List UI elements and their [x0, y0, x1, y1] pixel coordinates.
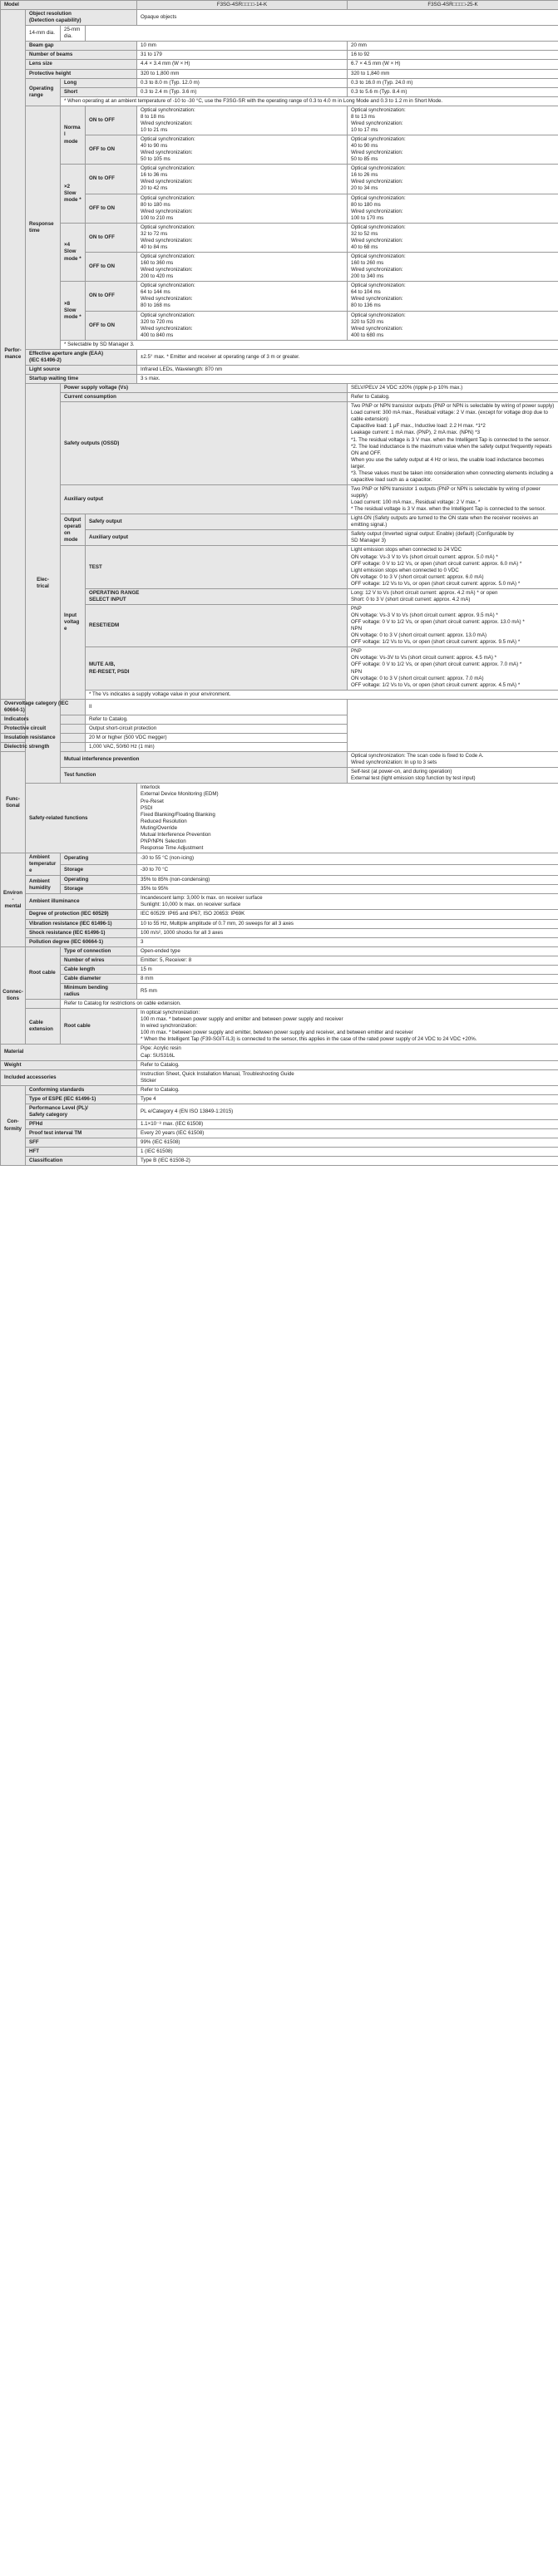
label-cell: TEST	[86, 546, 348, 588]
label-cell: Overvoltage category (IEC 60664-1)	[1, 699, 86, 715]
value-cell: II	[86, 699, 348, 715]
value-cell: 1.1×10⁻⁸ max. (IEC 61508)	[137, 1120, 558, 1129]
value-cell: -30 to 55 °C (non-icing)	[137, 853, 558, 865]
value-cell: 20 mm	[348, 42, 558, 51]
label-cell: Indicators	[1, 715, 86, 724]
label-cell: Root cable	[26, 946, 61, 999]
table-row	[1, 514, 558, 530]
label-cell: Long	[61, 78, 137, 87]
value-cell: Light emission stops when connected to 24 VDC ON voltage: Vs-3 V to Vs (short circuit current: approx. 5.0 mA) * OFF voltage: 0 V to 1/2 Vs, or open (short circuit current: approx. 6.0 mA) * Light emission stops when connected to 0 VDC ON voltage: 0 to 3 V (short circuit current: approx. 6.0 mA) OFF voltage: 1/2 Vs to Vs, or open (short circuit current: approx. 5.0 mA) *	[348, 546, 558, 588]
label-cell: PFHd	[26, 1120, 137, 1129]
value-cell: Optical synchronization: 160 to 260 ms Wired synchronization: 200 to 340 ms	[348, 253, 558, 282]
table-row	[1, 96, 558, 106]
label-cell: Vibration resistance (IEC 61496-1)	[26, 919, 137, 928]
value-cell: Self-test (at power-on, and during operation) External test (light emission stop function by test input)	[348, 768, 558, 784]
label-cell: ×8 Slow mode *	[61, 282, 86, 341]
value-cell: Optical synchronization: 64 to 104 ms Wired synchronization: 80 to 136 ms	[348, 282, 558, 311]
value-cell: Open-ended type	[137, 946, 558, 956]
table-row	[1, 768, 558, 784]
value-cell: Optical synchronization: 8 to 18 ms Wired synchronization: 10 to 21 ms	[137, 106, 348, 135]
value-cell: PL e/Category 4 (EN ISO 13849-1:2015)	[137, 1104, 558, 1119]
table-row	[1, 393, 558, 402]
label-cell: Cable diameter	[61, 974, 137, 983]
table-row	[1, 864, 558, 876]
table-row	[1, 752, 558, 768]
table-row	[1, 384, 558, 393]
table-row	[1, 724, 558, 733]
label-cell: Startup waiting time	[26, 375, 137, 384]
value-cell: SELV/PELV 24 VDC ±20% (ripple p-p 10% max.)	[348, 384, 558, 393]
table-row	[1, 106, 558, 135]
table-row	[1, 402, 558, 485]
table-row	[1, 1157, 558, 1166]
label-cell: ×4 Slow mode *	[61, 223, 86, 282]
value-cell: 320 to 1,840 mm	[348, 69, 558, 78]
value-cell: 0.3 to 5.6 m (Typ. 8.4 m)	[348, 87, 558, 96]
value-cell: Pipe: Acrylic resin Cap: SUS316L	[137, 1045, 558, 1060]
value-cell: Optical synchronization: 80 to 180 ms Wired synchronization: 100 to 170 ms	[348, 194, 558, 223]
table-row	[1, 349, 558, 365]
value-cell: Optical synchronization: 16 to 36 ms Wired synchronization: 20 to 42 ms	[137, 165, 348, 194]
table-row	[1, 910, 558, 919]
label-cell: Short	[61, 87, 137, 96]
value-cell: Opaque objects	[137, 10, 558, 26]
label-cell: Performance Level (PL)/ Safety category	[26, 1104, 137, 1119]
label-cell: Degree of protection (IEC 60529)	[26, 910, 137, 919]
value-cell: Optical synchronization: 64 to 144 ms Wired synchronization: 80 to 168 ms	[137, 282, 348, 311]
value-cell: 20 M or higher (500 VDC megger)	[86, 734, 348, 743]
table-row	[1, 1148, 558, 1157]
label-cell: Operating	[61, 853, 137, 865]
value-cell: 6.7 × 4.5 mm (W × H)	[348, 60, 558, 69]
table-row	[1, 42, 558, 51]
value-cell: Long: 12 V to Vs (short circuit current: approx. 4.2 mA) * or open Short: 0 to 3 V (short circuit current: approx. 4.2 mA)	[348, 588, 558, 604]
model-col-25: F3SG-4SR□□□□-25-K	[348, 1, 558, 10]
value-cell: 14-mm dia.	[26, 26, 61, 42]
value-cell: 15 m	[137, 965, 558, 974]
value-cell: Optical synchronization: 32 to 52 ms Wired synchronization: 40 to 68 ms	[348, 223, 558, 252]
table-row	[1, 1120, 558, 1129]
label-cell: ON to OFF	[86, 106, 137, 135]
label-cell: Current consumption	[61, 393, 348, 402]
table-row	[1, 1085, 558, 1094]
value-cell: Optical synchronization: 8 to 13 ms Wired synchronization: 10 to 17 ms	[348, 106, 558, 135]
value-cell: 8 mm	[137, 974, 558, 983]
value-cell: Instruction Sheet, Quick Installation Manual, Troubleshooting Guide Sticker	[137, 1069, 558, 1085]
label-cell: Ambient illuminance	[26, 894, 137, 910]
value-cell: Safety output (Inverted signal output: Enable) (default) (Configurable by SD Manager 3)	[348, 530, 558, 546]
value-cell: Incandescent lamp: 3,000 lx max. on receiver surface Sunlight: 10,000 lx max. on receiver surface	[137, 894, 558, 910]
value-cell: * The Vs indicates a supply voltage value in your environment.	[86, 690, 558, 699]
label-cell: Shock resistance (IEC 61496-1)	[26, 928, 137, 937]
label-cell: Type of connection	[61, 946, 137, 956]
category-cell: Func- tional	[1, 752, 26, 853]
label-cell: Mutual interference prevention	[61, 752, 348, 768]
label-cell: Dielectric strength	[1, 743, 86, 752]
table-row	[1, 340, 558, 349]
label-cell: Conforming standards	[26, 1085, 137, 1094]
value-cell: Optical synchronization: 40 to 90 ms Wired synchronization: 50 to 105 ms	[137, 135, 348, 165]
value-cell: * Selectable by SD Manager 3.	[61, 340, 558, 349]
table-header-row	[1, 1, 558, 10]
label-cell: Object resolution (Detection capability)	[26, 10, 137, 26]
label-cell: SFF	[26, 1138, 137, 1148]
table-row	[1, 946, 558, 956]
value-cell: In optical synchronization: 100 m max. * between power supply and emitter and between power supply and receiver In wired synchronization: 100 m max. * between power supply and emitter, between power supply and receiver, and between emitter and receiver * When the Intelligent Tap (F39-SGIT-IL3) is connected to the sensor, this applies in the case of the rated power supply of 24 VDC to 24 VDC +20%.	[137, 1009, 558, 1045]
label-cell: OFF to ON	[86, 311, 137, 340]
value-cell: ±2.5° max. * Emitter and receiver at operating range of 3 m or greater.	[137, 349, 558, 365]
label-cell: Output operation mode	[61, 514, 86, 546]
label-cell: ×2 Slow mode *	[61, 165, 86, 224]
label-cell: Number of wires	[61, 956, 137, 965]
table-row	[1, 853, 558, 865]
table-row	[1, 876, 558, 885]
label-cell: OPERATING RANGE SELECT INPUT	[86, 588, 348, 604]
table-row	[1, 1000, 558, 1009]
label-cell: ON to OFF	[86, 223, 137, 252]
label-cell: Operating	[61, 876, 137, 885]
label-cell: OFF to ON	[86, 135, 137, 165]
value-cell: PNP ON voltage: Vs-3V to Vs (short circuit current: approx. 4.5 mA) * OFF voltage: 0 V to 1/2 Vs, or open (short circuit current: approx. 7.0 mA) * NPN ON voltage: 0 to 3 V (short circuit current: approx. 7.0 mA) OFF voltage: 1/2 Vs to Vs, or open (short circuit current: approx. 4.5 mA) *	[348, 647, 558, 690]
label-cell: Safety-related functions	[26, 784, 137, 853]
value-cell: Optical synchronization: The scan code is fixed to Code A. Wired synchronization: In up to 3 sets	[348, 752, 558, 768]
table-row	[1, 1060, 558, 1069]
table-row	[1, 546, 558, 588]
table-row	[1, 26, 558, 42]
label-cell: Light source	[26, 365, 137, 374]
label-cell: Beam gap	[26, 42, 137, 51]
value-cell: Infrared LEDs, Wavelength: 870 nm	[137, 365, 558, 374]
value-cell: 1,000 VAC, 50/60 Hz (1 min)	[86, 743, 348, 752]
label-cell: OFF to ON	[86, 253, 137, 282]
value-cell: Optical synchronization: 32 to 72 ms Wired synchronization: 40 to 84 ms	[137, 223, 348, 252]
label-cell: Ambient humidity	[26, 876, 61, 894]
label-cell: MUTE A/B, RE-RESET, PSDI	[86, 647, 348, 690]
value-cell: R5 mm	[137, 983, 558, 999]
table-row	[1, 734, 558, 743]
value-cell: 3 s max.	[137, 375, 558, 384]
label-cell: Cable length	[61, 965, 137, 974]
value-cell: Optical synchronization: 40 to 90 ms Wired synchronization: 50 to 85 ms	[348, 135, 558, 165]
table-row	[1, 10, 558, 26]
value-cell: 16 to 92	[348, 51, 558, 60]
value-cell: 1 (IEC 61508)	[137, 1148, 558, 1157]
table-row	[1, 484, 558, 514]
table-row	[1, 937, 558, 946]
table-row	[1, 1069, 558, 1085]
label-cell: Safety output	[86, 514, 348, 530]
value-cell: IEC 60529: IP65 and IP67, ISO 20653: IP69K	[137, 910, 558, 919]
value-cell: Two PNP or NPN transistor 1 outputs (PNP or NPN is selectable by wiring of power supply) Load current: 100 mA max., Residual voltage: 2 V max. * * The residual voltage is 3 V max. when the Intelligent Tap is connected to the sensor.	[348, 484, 558, 514]
label-cell: Number of beams	[26, 51, 137, 60]
value-cell: Refer to Catalog.	[86, 715, 348, 724]
label-cell: Pollution degree (IEC 60664-1)	[26, 937, 137, 946]
value-cell: 3	[137, 937, 558, 946]
table-row	[1, 78, 558, 87]
label-cell: Storage	[61, 885, 137, 894]
label-cell: Proof test interval TM	[26, 1129, 137, 1138]
label-cell: Included accessories	[1, 1069, 137, 1085]
label-cell: Material	[1, 1045, 137, 1060]
value-cell: Optical synchronization: 160 to 360 ms Wired synchronization: 200 to 420 ms	[137, 253, 348, 282]
table-row	[1, 69, 558, 78]
category-cell: Perfor- mance	[1, 10, 26, 700]
value-cell: 0.3 to 8.0 m (Typ. 12.0 m)	[137, 78, 348, 87]
value-cell: 4.4 × 3.4 mm (W × H)	[137, 60, 348, 69]
table-row	[1, 1094, 558, 1104]
table-row	[1, 956, 558, 965]
table-row	[1, 1104, 558, 1119]
value-cell: Light-ON (Safety outputs are turned to the ON state when the receiver receives an emitting signal.)	[348, 514, 558, 530]
table-row	[1, 894, 558, 910]
table-row	[1, 51, 558, 60]
label-cell: Type of ESPE (IEC 61496-1)	[26, 1094, 137, 1104]
label-cell: Root cable	[61, 1009, 137, 1045]
table-row	[1, 919, 558, 928]
value-cell: Emitter: 5, Receiver: 8	[137, 956, 558, 965]
label-cell: Operating range	[26, 78, 61, 106]
label-cell: Minimum bending radius	[61, 983, 137, 999]
value-cell: 320 to 1,800 mm	[137, 69, 348, 78]
label-cell: OFF to ON	[86, 194, 137, 223]
label-cell: Insulation resistance	[1, 734, 86, 743]
table-row	[1, 375, 558, 384]
value-cell: -30 to 70 °C	[137, 864, 558, 876]
value-cell: Optical synchronization: 16 to 26 ms Wired synchronization: 20 to 34 ms	[348, 165, 558, 194]
label-cell: Protective height	[26, 69, 137, 78]
value-cell: Type 4	[137, 1094, 558, 1104]
table-row	[1, 885, 558, 894]
value-cell: Refer to Catalog.	[348, 393, 558, 402]
value-cell: 100 m/s², 1000 shocks for all 3 axes	[137, 928, 558, 937]
table-row	[1, 282, 558, 311]
label-cell: ON to OFF	[86, 282, 137, 311]
table-row	[1, 715, 558, 724]
value-cell: * When operating at an ambient temperature of -10 to -30 °C, use the F3SG-SR with the operating range of 0.3 to 4.0 m in Long Mode and 0.3 to 1.2 m in Short Mode.	[61, 96, 558, 106]
value-cell: Two PNP or NPN transistor outputs (PNP or NPN is selectable by wiring of power supply) Load current: 300 mA max., Residual voltage: 2 V max. (except for voltage drop due to cable extension) Capacitive load: 1 μF max., Inductive load: 2.2 H max. *1*2 Leakage current: 1 mA max. (PNP), 2 mA max. (NPN) *3 *1. The residual voltage is 3 V max. when the Intelligent Tap is connected to the sensor. *2. The load inductance is the maximum value when the safety output frequently repeats ON and OFF. When you use the safety output at 4 Hz or less, the usable load inductance becomes larger. *3. These values must be taken into consideration when connecting elements including a capacitive load such as a capacitor.	[348, 402, 558, 485]
table-row	[1, 928, 558, 937]
label-cell: HFT	[26, 1148, 137, 1157]
value-cell: Output short-circuit protection	[86, 724, 348, 733]
label-cell: Auxiliary output	[86, 530, 348, 546]
category-cell: Environ- mental	[1, 853, 26, 947]
model-col-14: F3SG-4SR□□□□-14-K	[137, 1, 348, 10]
category-cell: Connec- tions	[1, 946, 26, 1045]
label-cell: Auxiliary output	[61, 484, 348, 514]
label-cell: Weight	[1, 1060, 137, 1069]
table-row	[1, 1138, 558, 1148]
label-cell: Safety outputs (OSSD)	[61, 402, 348, 485]
table-row	[1, 60, 558, 69]
spec-body	[1, 10, 558, 1166]
value-cell: Interlock External Device Monitoring (EDM) Pre-Reset PSDI Fixed Blanking/Floating Blanking Reduced Resolution Muting/Override Mutual Interference Prevention PNP/NPN Selection Response Time Adjustment	[137, 784, 558, 853]
value-cell: PNP ON voltage: Vs-3 V to Vs (short circuit current: approx. 9.5 mA) * OFF voltage: 0 V to 1/2 Vs, or open (short circuit current: approx. 13.0 mA) * NPN ON voltage: 0 to 3 V (short circuit current: approx. 13.0 mA) OFF voltage: 1/2 Vs to Vs, or open (short circuit current: approx. 9.5 mA) *	[348, 604, 558, 646]
label-cell: Test function	[61, 768, 348, 784]
label-cell: Cable extension	[26, 1009, 61, 1045]
value-cell: Refer to Catalog for restrictions on cable extension.	[61, 1000, 558, 1009]
value-cell: 35% to 95%	[137, 885, 558, 894]
table-row	[1, 365, 558, 374]
table-row	[1, 223, 558, 252]
table-row	[1, 983, 558, 999]
label-cell: Response time	[26, 106, 61, 349]
table-row	[1, 965, 558, 974]
value-cell: 0.3 to 16.0 m (Typ. 24.0 m)	[348, 78, 558, 87]
value-cell: 25-mm dia.	[61, 26, 86, 42]
label-cell: Storage	[61, 864, 137, 876]
label-cell: Protective circuit	[1, 724, 86, 733]
value-cell: Optical synchronization: 320 to 520 ms Wired synchronization: 400 to 680 ms	[348, 311, 558, 340]
value-cell: 31 to 179	[137, 51, 348, 60]
model-header: Model	[1, 1, 137, 10]
value-cell: 10 mm	[137, 42, 348, 51]
label-cell: Ambient temperature	[26, 853, 61, 876]
table-row	[1, 743, 558, 752]
label-cell: Input voltage	[61, 546, 86, 699]
label-cell	[26, 1000, 61, 1009]
value-cell: 0.3 to 2.4 m (Typ. 3.6 m)	[137, 87, 348, 96]
label-cell: Normal mode	[61, 106, 86, 165]
label-cell: RESET/EDM	[86, 604, 348, 646]
value-cell: 10 to 55 Hz, Multiple amplitude of 0.7 mm, 20 sweeps for all 3 axes	[137, 919, 558, 928]
value-cell: Refer to Catalog.	[137, 1060, 558, 1069]
label-cell: Effective aperture angle (EAA) (IEC 61496-2)	[26, 349, 137, 365]
label-cell: Power supply voltage (Vs)	[61, 384, 348, 393]
table-row	[1, 1045, 558, 1060]
value-cell: Refer to Catalog.	[137, 1085, 558, 1094]
table-row	[1, 974, 558, 983]
table-row	[1, 784, 558, 853]
table-row	[1, 1129, 558, 1138]
label-cell: ON to OFF	[86, 165, 137, 194]
value-cell: Optical synchronization: 320 to 720 ms Wired synchronization: 400 to 840 ms	[137, 311, 348, 340]
value-cell: Optical synchronization: 80 to 180 ms Wired synchronization: 100 to 210 ms	[137, 194, 348, 223]
category-cell: Elec- trical	[26, 384, 61, 784]
value-cell: 35% to 85% (non-condensing)	[137, 876, 558, 885]
label-cell: Lens size	[26, 60, 137, 69]
table-row	[1, 1009, 558, 1045]
table-row	[1, 87, 558, 96]
value-cell: Type B (IEC 61508-2)	[137, 1157, 558, 1166]
table-row	[1, 699, 558, 715]
table-row	[1, 165, 558, 194]
category-cell: Con- formity	[1, 1085, 26, 1166]
value-cell: 99% (IEC 61508)	[137, 1138, 558, 1148]
label-cell: Classification	[26, 1157, 137, 1166]
value-cell: Every 20 years (IEC 61508)	[137, 1129, 558, 1138]
spec-table	[0, 0, 558, 1166]
